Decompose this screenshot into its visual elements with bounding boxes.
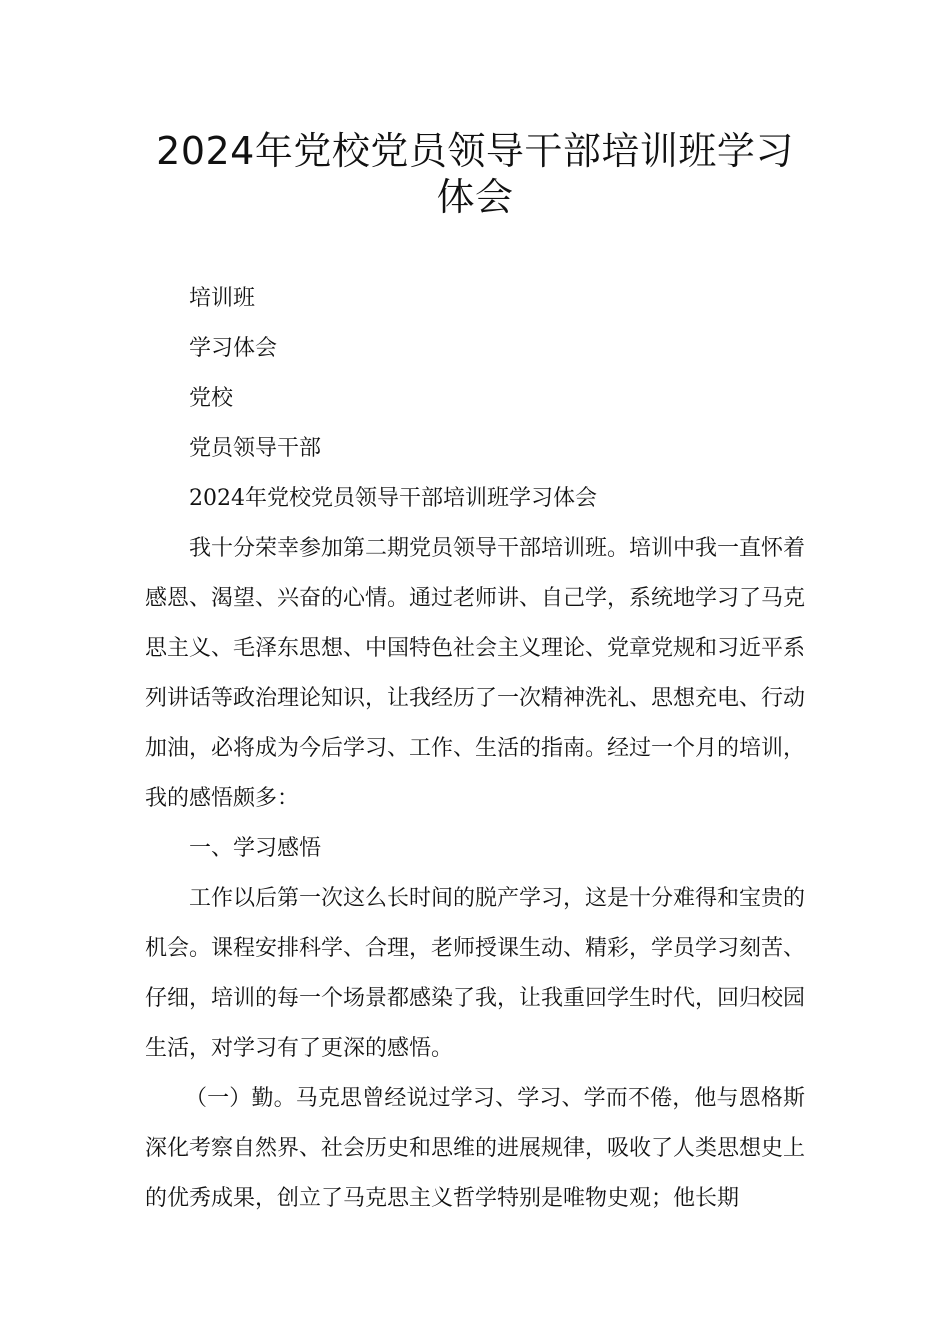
keyword-party-school: 党校 — [189, 386, 234, 411]
keyword-study-experience: 学习体会 — [189, 336, 278, 361]
body-paragraph-diligence: （一）勤。马克思曾经说过学习、学习、学而不倦，他与恩格斯深化考察自然界、社会历史和思维的进展规律，吸收了人类思想史上的优秀成果，创立了马克思主义哲学特别是唯物史观；他长期 — [145, 1086, 806, 1211]
keyword-training-class: 培训班 — [189, 286, 256, 311]
body-paragraph-study: 工作以后第一次这么长时间的脱产学习，这是十分难得和宝贵的机会。课程安排科学、合理，老师授课生动、精彩，学员学习刻苦、仔细，培训的每一个场景都感染了我，让我重回学生时代，回归校园生活，对学习有了更深的感悟。 — [145, 886, 806, 1061]
subtitle-line: 2024年党校党员领导干部培训班学习体会 — [189, 486, 597, 511]
document-title: 2024年党校党员领导干部培训班学习体会 — [156, 129, 794, 219]
section-heading-1: 一、学习感悟 — [189, 836, 322, 861]
body-paragraph-intro: 我十分荣幸参加第二期党员领导干部培训班。培训中我一直怀着感恩、渴望、兴奋的心情。通过老师讲、自己学，系统地学习了马克思主义、毛泽东思想、中国特色社会主义理论、党章党规和习近平系列讲话等政治理论知识，让我经历了一次精神洗礼、思想充电、行动加油，必将成为今后学习、工作、生活的指南。经过一个月的培训，我的感悟颇多： — [145, 536, 806, 811]
document-body — [145, 274, 805, 1224]
keyword-party-leaders: 党员领导干部 — [189, 436, 322, 461]
